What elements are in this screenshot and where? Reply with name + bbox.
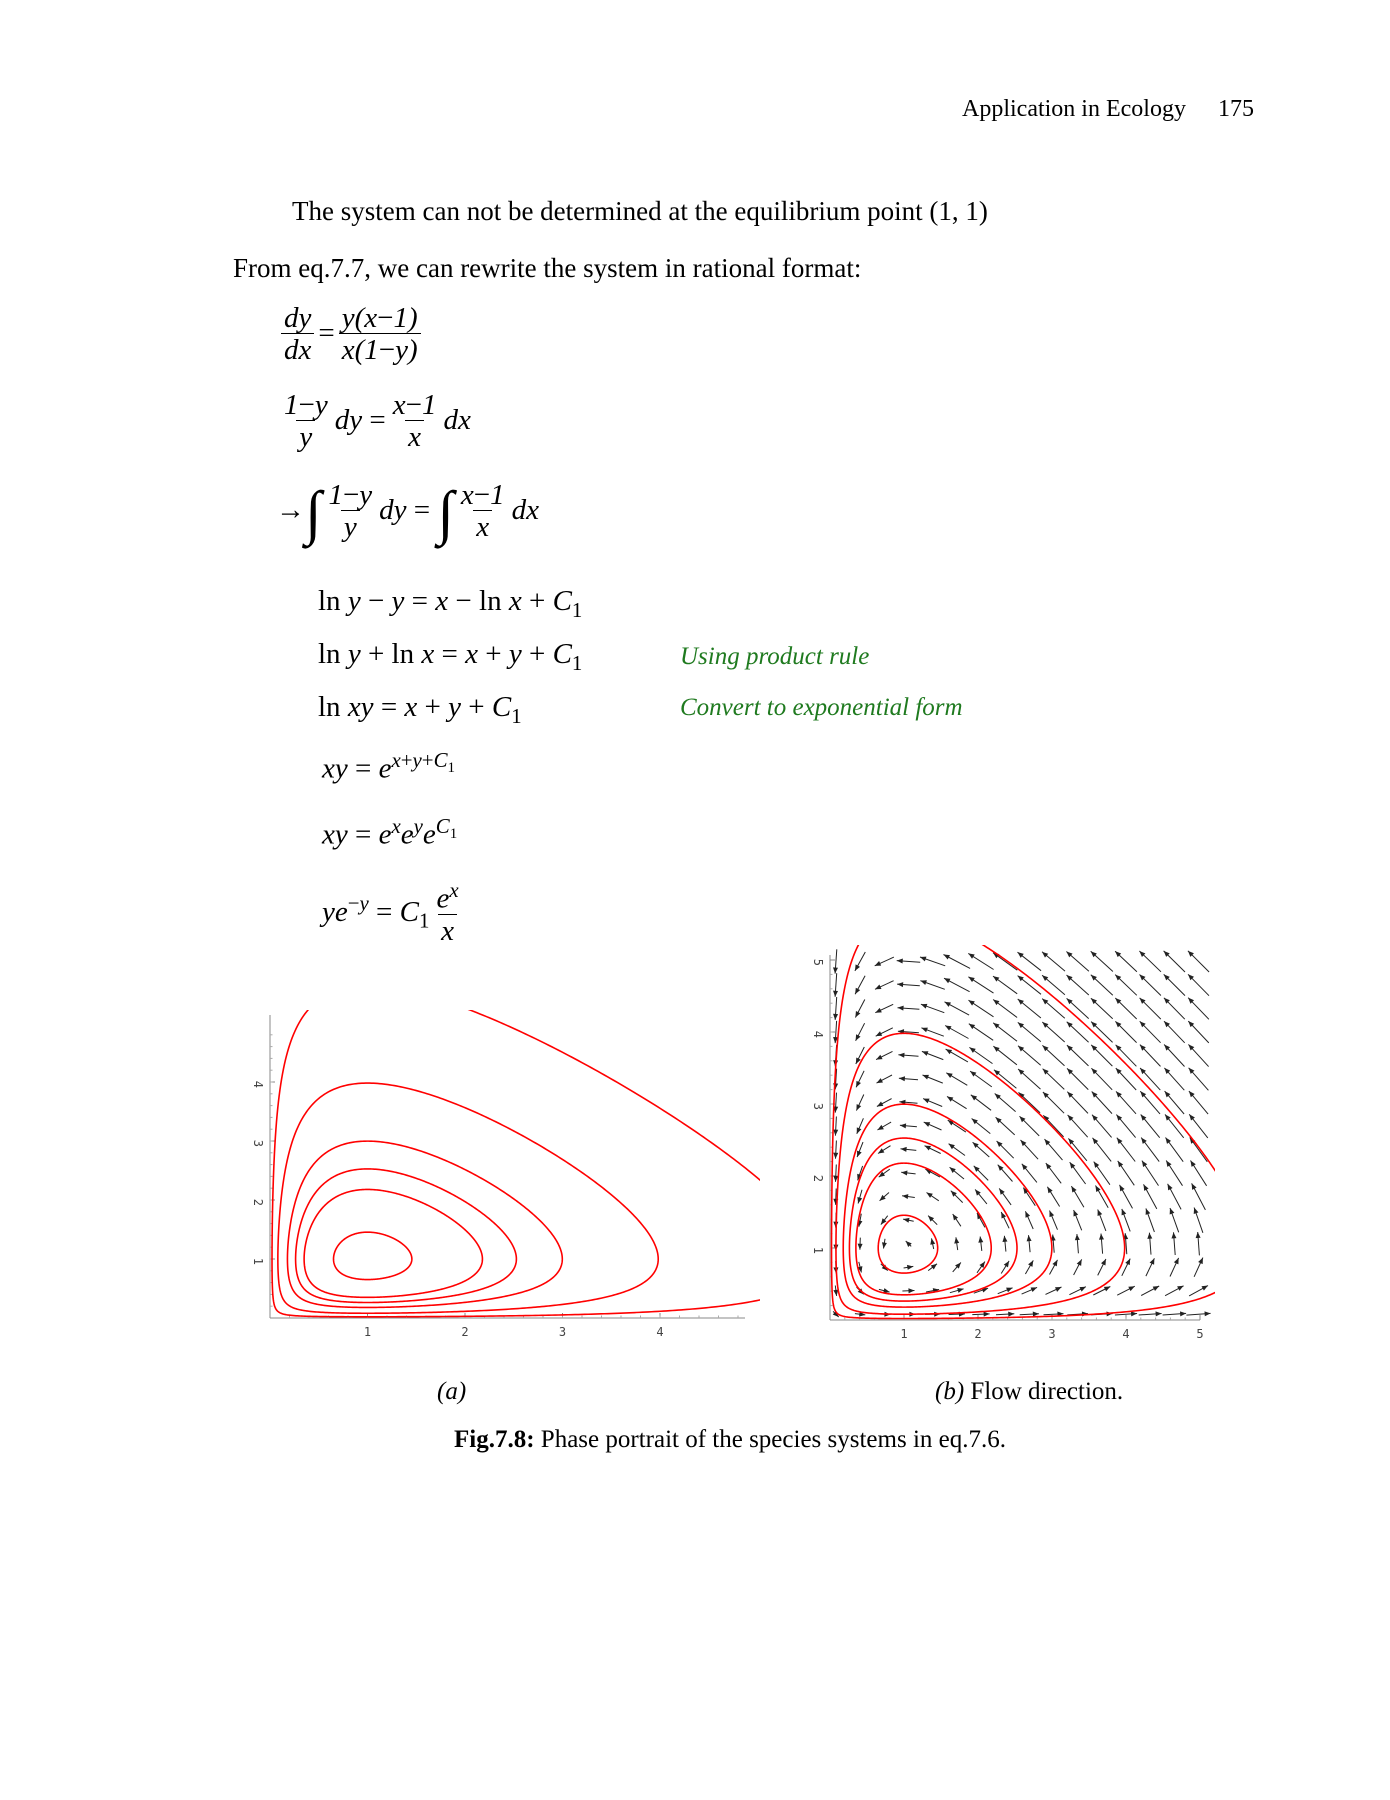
direction-arrow bbox=[1192, 1183, 1206, 1210]
direction-arrow bbox=[1022, 1287, 1038, 1294]
x-tick-label: 2 bbox=[974, 1327, 982, 1340]
equation-separated: $\frac{1-y}{y}$ dy = $\frac{x-1}{x}$ dx bbox=[284, 389, 471, 454]
figure-b-text: Flow direction. bbox=[964, 1378, 1124, 1405]
direction-arrow bbox=[1098, 1209, 1106, 1230]
direction-arrow bbox=[924, 1122, 942, 1130]
direction-arrow bbox=[1118, 1161, 1135, 1185]
direction-arrow bbox=[1018, 1046, 1041, 1066]
phase-portrait-a bbox=[240, 1010, 760, 1340]
direction-arrow bbox=[968, 1000, 993, 1017]
direction-arrow bbox=[975, 1189, 987, 1204]
direction-arrow bbox=[930, 1238, 935, 1249]
direction-arrow bbox=[1144, 1184, 1157, 1209]
y-tick-label: 1 bbox=[251, 1257, 265, 1265]
direction-arrow bbox=[920, 980, 944, 989]
direction-arrow bbox=[1115, 975, 1137, 996]
direction-arrow bbox=[1194, 1258, 1203, 1277]
direction-arrow bbox=[1068, 1115, 1088, 1137]
direction-arrow bbox=[994, 1070, 1017, 1089]
direction-arrow bbox=[1190, 1137, 1208, 1161]
direction-arrow bbox=[993, 999, 1017, 1017]
equation-ln-3: ln xy = $x + y + C_1$ bbox=[318, 691, 522, 728]
direction-arrow bbox=[954, 1237, 959, 1250]
direction-arrow bbox=[1189, 1286, 1208, 1296]
figure-caption-label: Fig.7.8: bbox=[454, 1426, 535, 1453]
direction-arrow bbox=[1170, 1258, 1179, 1277]
direction-arrow bbox=[973, 1142, 990, 1157]
y-tick-label: 5 bbox=[811, 958, 825, 966]
direction-arrow bbox=[856, 1047, 865, 1064]
direction-arrow bbox=[1188, 1021, 1209, 1043]
direction-arrow bbox=[996, 1312, 1014, 1317]
direction-arrow bbox=[922, 1075, 942, 1083]
orbit-curve-4 bbox=[287, 1141, 562, 1307]
direction-arrow bbox=[856, 1023, 865, 1041]
direction-arrow bbox=[875, 981, 894, 990]
direction-arrow bbox=[877, 1122, 891, 1130]
direction-arrow bbox=[1019, 1116, 1039, 1136]
direction-arrow bbox=[953, 1214, 961, 1226]
direction-arrow bbox=[1168, 1184, 1182, 1210]
direction-arrow bbox=[1147, 1233, 1152, 1255]
x-tick-label: 2 bbox=[461, 1325, 469, 1339]
direction-arrow bbox=[899, 1076, 918, 1081]
direction-arrow bbox=[1021, 1140, 1039, 1159]
direction-arrow bbox=[920, 957, 945, 966]
x-tick-label: 5 bbox=[1196, 1327, 1204, 1340]
direction-arrow bbox=[926, 1193, 938, 1201]
direction-arrow bbox=[882, 1239, 887, 1249]
direction-arrow bbox=[947, 1096, 967, 1108]
phase-portrait-b bbox=[805, 945, 1215, 1340]
orbit-curve-3 bbox=[296, 1169, 517, 1303]
direction-arrow bbox=[950, 1167, 964, 1179]
figure-caption bbox=[454, 1426, 1006, 1454]
direction-arrow bbox=[1042, 999, 1065, 1019]
direction-arrow bbox=[1043, 1092, 1064, 1113]
paragraph-equilibrium: The system can not be determined at the equilibrium point (1, 1) bbox=[292, 196, 988, 226]
direction-arrow bbox=[1164, 1068, 1184, 1090]
direction-arrow bbox=[1025, 1211, 1033, 1229]
direction-arrow bbox=[978, 1236, 983, 1250]
direction-arrow bbox=[876, 1075, 892, 1083]
figure-a-label: (a) bbox=[437, 1378, 467, 1405]
equation-dy-dx: $\frac{dy}{dx}$ = $\frac{y(x-1)}{x(1-y)}$ bbox=[277, 303, 425, 368]
direction-arrow bbox=[1091, 998, 1113, 1019]
direction-arrow bbox=[877, 1099, 892, 1107]
direction-arrow bbox=[1067, 998, 1089, 1018]
direction-arrow bbox=[1188, 951, 1209, 972]
direction-arrow bbox=[1027, 1235, 1032, 1252]
orbit-curve-6 bbox=[272, 1010, 760, 1317]
direction-arrow bbox=[855, 976, 865, 995]
direction-arrow bbox=[901, 1170, 915, 1175]
direction-arrow bbox=[1140, 1068, 1160, 1090]
direction-arrow bbox=[969, 1024, 993, 1041]
orbit-curve-1 bbox=[334, 1232, 412, 1279]
direction-arrow bbox=[875, 1004, 893, 1012]
direction-arrow bbox=[1042, 1045, 1064, 1065]
running-title: Application in Ecology bbox=[962, 96, 1186, 122]
direction-arrow bbox=[1092, 1092, 1112, 1114]
direction-arrow bbox=[945, 1002, 970, 1015]
direction-arrow bbox=[921, 1004, 944, 1013]
direction-arrow bbox=[1116, 1115, 1135, 1138]
direction-arrow bbox=[856, 1095, 863, 1111]
direction-arrow bbox=[1091, 1068, 1112, 1090]
x-tick-label: 4 bbox=[656, 1325, 664, 1339]
direction-arrow bbox=[953, 1262, 961, 1271]
direction-arrow bbox=[1046, 1163, 1061, 1183]
direction-arrow bbox=[1098, 1259, 1106, 1275]
page-number: 175 bbox=[1218, 96, 1254, 122]
direction-arrow bbox=[1141, 1138, 1159, 1162]
direction-arrow bbox=[1050, 1211, 1058, 1230]
y-tick-label: 3 bbox=[811, 1102, 825, 1110]
direction-arrow bbox=[1070, 1162, 1086, 1184]
direction-arrow bbox=[1140, 1021, 1161, 1042]
direction-arrow bbox=[972, 1119, 991, 1134]
direction-arrow bbox=[993, 1046, 1017, 1065]
direction-arrow bbox=[1091, 951, 1113, 971]
direction-arrow bbox=[833, 997, 838, 1020]
direction-arrow bbox=[855, 952, 865, 971]
direction-arrow bbox=[1189, 1091, 1208, 1114]
direction-arrow bbox=[924, 1146, 940, 1154]
direction-arrow bbox=[928, 1216, 937, 1225]
direction-arrow bbox=[1074, 1259, 1082, 1275]
direction-arrow bbox=[897, 959, 921, 964]
y-tick-label: 4 bbox=[251, 1080, 265, 1088]
equation-exp-1: xy = $e^{x+y+C_1}$ bbox=[322, 748, 456, 785]
direction-arrow bbox=[898, 1006, 920, 1011]
direction-arrow bbox=[1066, 975, 1088, 995]
direction-arrow bbox=[1141, 1114, 1160, 1137]
direction-arrow bbox=[902, 1288, 914, 1293]
direction-arrow bbox=[1020, 1312, 1039, 1317]
direction-arrow bbox=[1164, 1021, 1185, 1043]
orbit-curve-4 bbox=[843, 1104, 1052, 1307]
paragraph-rational-format: From eq.7.7, we can rewrite the system in rational format: bbox=[233, 253, 862, 283]
direction-arrow bbox=[1116, 1091, 1136, 1113]
direction-arrow bbox=[1091, 975, 1113, 995]
direction-arrow bbox=[1189, 1068, 1209, 1091]
direction-arrow bbox=[1188, 998, 1209, 1020]
equation-integral: →∫ $\frac{1-y}{y}$ dy = ∫ $\frac{x-1}{x}$ dx bbox=[276, 479, 539, 546]
direction-arrow bbox=[944, 978, 970, 992]
direction-arrow bbox=[880, 1193, 889, 1201]
direction-arrow bbox=[1117, 1286, 1135, 1295]
direction-arrow bbox=[950, 1288, 964, 1293]
direction-arrow bbox=[1042, 952, 1065, 971]
direction-arrow bbox=[1092, 1115, 1112, 1138]
direction-arrow bbox=[900, 1123, 917, 1128]
direction-arrow bbox=[1165, 1138, 1183, 1162]
direction-arrow bbox=[923, 1099, 942, 1107]
direction-arrow bbox=[1067, 1092, 1088, 1114]
direction-arrow bbox=[902, 1194, 915, 1199]
direction-arrow bbox=[856, 1071, 864, 1088]
direction-arrow bbox=[876, 1051, 892, 1059]
direction-arrow bbox=[1019, 1092, 1041, 1112]
direction-arrow bbox=[1050, 1260, 1058, 1275]
direction-arrow bbox=[1139, 1311, 1162, 1316]
direction-arrow bbox=[996, 1117, 1015, 1135]
direction-arrow bbox=[1190, 1160, 1206, 1185]
direction-arrow bbox=[1042, 975, 1065, 995]
direction-arrow bbox=[971, 1095, 991, 1111]
direction-arrow bbox=[1023, 1188, 1035, 1206]
direction-arrow bbox=[897, 982, 920, 987]
direction-arrow bbox=[1115, 1021, 1136, 1042]
direction-arrow bbox=[1002, 1236, 1007, 1252]
y-tick-label: 2 bbox=[811, 1174, 825, 1182]
direction-arrow bbox=[1166, 1161, 1182, 1186]
direction-arrow bbox=[993, 1023, 1017, 1041]
direction-arrow bbox=[1043, 1115, 1063, 1137]
x-tick-label: 1 bbox=[900, 1327, 908, 1340]
annotation-product-rule: Using product rule bbox=[680, 643, 870, 670]
direction-arrow bbox=[1196, 1232, 1201, 1255]
direction-arrow bbox=[1165, 1286, 1184, 1296]
direction-arrow bbox=[1165, 1091, 1185, 1114]
annotation-exponential: Convert to exponential form bbox=[680, 694, 963, 721]
direction-arrow bbox=[998, 1165, 1013, 1182]
direction-arrow bbox=[1146, 1208, 1155, 1232]
direction-arrow bbox=[968, 953, 993, 969]
direction-arrow bbox=[1018, 952, 1042, 971]
direction-arrow bbox=[1188, 1044, 1208, 1066]
direction-arrow bbox=[946, 1073, 967, 1086]
x-tick-label: 3 bbox=[558, 1325, 567, 1339]
direction-arrow bbox=[1189, 1114, 1208, 1138]
x-tick-label: 4 bbox=[1122, 1327, 1130, 1340]
direction-arrow bbox=[1022, 1164, 1037, 1183]
direction-arrow bbox=[995, 1094, 1016, 1112]
direction-arrow bbox=[1069, 1287, 1086, 1295]
direction-arrow bbox=[974, 1166, 989, 1181]
orbit-curve-3 bbox=[849, 1138, 1017, 1301]
direction-arrow bbox=[833, 949, 838, 973]
direction-arrow bbox=[906, 1241, 912, 1247]
direction-arrow bbox=[875, 957, 894, 966]
direction-arrow bbox=[1071, 1186, 1084, 1207]
direction-arrow bbox=[945, 1025, 968, 1038]
direction-arrow bbox=[1044, 1139, 1062, 1160]
direction-arrow bbox=[1164, 974, 1185, 995]
direction-arrow bbox=[901, 1147, 917, 1152]
y-tick-label: 2 bbox=[251, 1198, 265, 1206]
direction-arrow bbox=[949, 1144, 965, 1156]
equation-ln-2: $\ln y + \ln x = x + y + C_1$ bbox=[318, 638, 583, 675]
direction-arrow bbox=[1117, 1138, 1135, 1162]
figure-b-letter: (b) bbox=[935, 1378, 965, 1405]
direction-arrow bbox=[858, 1238, 863, 1250]
direction-arrow bbox=[833, 1141, 838, 1159]
y-tick-label: 3 bbox=[251, 1139, 265, 1147]
direction-arrow bbox=[904, 1265, 914, 1270]
direction-arrow bbox=[1074, 1210, 1082, 1230]
direction-arrow bbox=[993, 976, 1017, 994]
direction-arrow bbox=[1171, 1232, 1176, 1255]
direction-arrow bbox=[1018, 999, 1041, 1018]
direction-arrow bbox=[993, 953, 1017, 971]
direction-arrow bbox=[948, 1120, 966, 1132]
figure-b-label bbox=[935, 1378, 1123, 1406]
direction-arrow bbox=[1140, 1045, 1161, 1067]
y-tick-label: 4 bbox=[811, 1030, 825, 1038]
direction-arrow bbox=[1093, 1138, 1112, 1162]
direction-arrow bbox=[1122, 1209, 1131, 1232]
direction-arrow bbox=[833, 973, 838, 997]
direction-arrow bbox=[944, 955, 971, 969]
direction-arrow bbox=[1068, 1138, 1087, 1160]
direction-arrow bbox=[1093, 1286, 1110, 1295]
direction-arrow bbox=[1164, 1045, 1184, 1067]
direction-arrow bbox=[1139, 974, 1160, 995]
direction-arrow bbox=[1188, 974, 1209, 995]
direction-arrow bbox=[1186, 1311, 1210, 1316]
direction-arrow bbox=[1047, 1187, 1059, 1207]
direction-arrow bbox=[1066, 952, 1089, 972]
direction-arrow bbox=[925, 1169, 940, 1177]
direction-arrow bbox=[898, 1053, 918, 1058]
direction-arrow bbox=[1142, 1161, 1159, 1186]
direction-arrow bbox=[997, 1141, 1014, 1158]
direction-arrow bbox=[855, 1000, 864, 1018]
direction-arrow bbox=[1018, 1069, 1040, 1089]
direction-arrow bbox=[1067, 1045, 1089, 1066]
direction-arrow bbox=[1164, 951, 1185, 972]
direction-arrow bbox=[1001, 1212, 1009, 1228]
equation-ln-1: $\ln y - y = x - \ln x + C_1$ bbox=[318, 585, 583, 622]
direction-arrow bbox=[1141, 1286, 1159, 1296]
direction-arrow bbox=[1075, 1234, 1080, 1253]
direction-arrow bbox=[1043, 1069, 1065, 1090]
direction-arrow bbox=[969, 1047, 992, 1063]
direction-arrow bbox=[1194, 1208, 1203, 1233]
direction-arrow bbox=[1042, 1022, 1064, 1042]
direction-arrow bbox=[1170, 1208, 1179, 1232]
x-tick-label: 1 bbox=[363, 1325, 372, 1339]
direction-arrow bbox=[857, 1118, 864, 1134]
direction-arrow bbox=[1163, 1311, 1187, 1316]
direction-arrow bbox=[1099, 1234, 1104, 1254]
axes-b bbox=[830, 955, 1200, 1320]
orbit-curve-2 bbox=[304, 1189, 482, 1297]
orbit-curve-2 bbox=[856, 1163, 991, 1295]
direction-arrow bbox=[903, 1218, 914, 1223]
direction-arrow bbox=[1140, 1091, 1160, 1114]
direction-arrow bbox=[1094, 1162, 1110, 1185]
direction-arrow bbox=[1164, 998, 1185, 1019]
direction-arrow bbox=[999, 1188, 1011, 1205]
figure-caption-text: Phase portrait of the species systems in eq.7.6. bbox=[534, 1426, 1006, 1453]
direction-arrow bbox=[1067, 1068, 1088, 1089]
direction-arrow bbox=[1146, 1258, 1155, 1276]
direction-arrow bbox=[1115, 951, 1137, 972]
direction-arrow bbox=[968, 977, 993, 993]
direction-arrow bbox=[970, 1071, 992, 1087]
direction-arrow bbox=[857, 1190, 862, 1204]
direction-arrow bbox=[922, 1051, 943, 1059]
direction-arrow bbox=[1139, 951, 1161, 972]
equation-exp-2: xy = $e^xe^ye^{C_1}$ bbox=[322, 814, 458, 851]
direction-arrow bbox=[1140, 998, 1161, 1019]
x-tick-label: 3 bbox=[1048, 1327, 1056, 1340]
direction-arrow bbox=[1018, 1022, 1041, 1041]
y-tick-label: 1 bbox=[811, 1246, 825, 1254]
direction-arrow bbox=[1119, 1185, 1132, 1209]
direction-arrow bbox=[921, 1028, 943, 1037]
direction-arrow bbox=[1115, 998, 1136, 1019]
direction-arrow bbox=[1046, 1287, 1062, 1294]
equation-exp-3: $ye^{-y} = C_1$ $\frac{e^x}{x}$ bbox=[322, 878, 459, 948]
direction-arrow bbox=[1025, 1260, 1033, 1274]
